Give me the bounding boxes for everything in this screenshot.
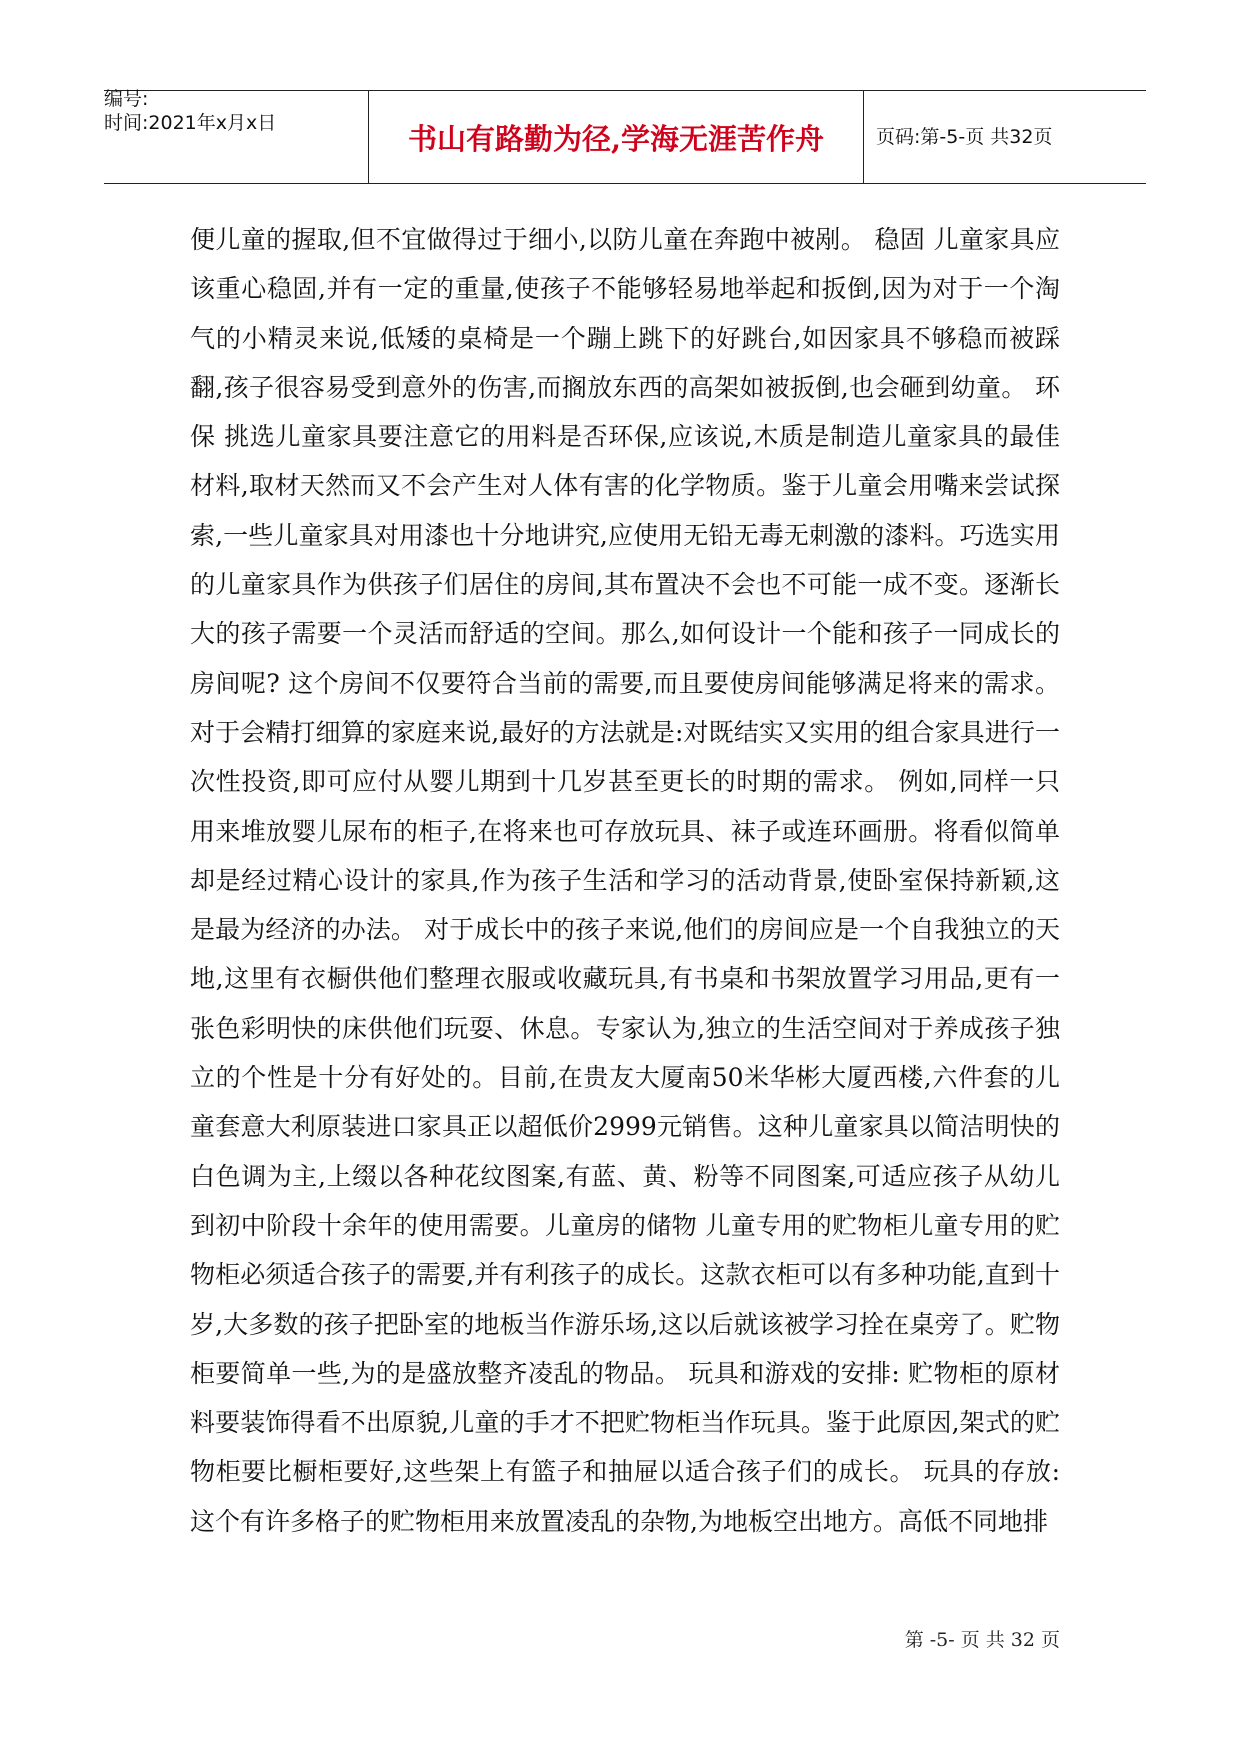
header-right-cell — [862, 91, 1146, 183]
document-number-label: 编号: — [104, 88, 149, 110]
page-footer: 第 -5- 页 共 32 页 — [904, 1629, 1060, 1651]
header-page-info: 页码:第-5-页 共32页 — [876, 126, 1053, 148]
header-motto: 书山有路勤为径,学海无涯苦作舟 — [407, 122, 825, 156]
document-body — [190, 215, 1060, 1546]
header-middle-cell — [368, 91, 864, 183]
header-left-cell — [104, 88, 368, 183]
page-header — [104, 90, 1146, 184]
body-paragraph: 便儿童的握取,但不宜做得过于细小,以防儿童在奔跑中被剐。 稳固 儿童家具应该重心稳固,并有一定的重量,使孩子不能够轻易地举起和扳倒,因为对于一个淘气的小精灵来说,低矮的桌椅是一个蹦上跳下的好跳台,如因家具不够稳而被踩翻,孩子很容易受到意外的伤害,而搁放东西的高架如被扳倒,也会砸到幼童。 环保 挑选儿童家具要注意它的用料是否环保,应该说,木质是制造儿童家具的最佳材料,取材天然而又不会产生对人体有害的化学物质。鉴于儿童会用嘴来尝试探索,一些儿童家具对用漆也十分地讲究,应使用无铅无毒无刺激的漆料。巧选实用的儿童家具作为供孩子们居住的房间,其布置决不会也不可能一成不变。逐渐长大的孩子需要一个灵活而舒适的空间。那么,如何设计一个能和孩子一同成长的房间呢? 这个房间不仅要符合当前的需要,而且要使房间能够满足将来的需求。对于会精打细算的家庭来说,最好的方法就是:对既结实又实用的组合家具进行一次性投资,即可应付从婴儿期到十几岁甚至更长的时期的需求。 例如,同样一只用来堆放婴儿尿布的柜子,在将来也可存放玩具、袜子或连环画册。将看似简单却是经过精心设计的家具,作为孩子生活和学习的活动背景,使卧室保持新颖,这是最为经济的办法。 对于成长中的孩子来说,他们的房间应是一个自我独立的天地,这里有衣橱供他们整理衣服或收藏玩具,有书桌和书架放置学习用品,更有一张色彩明快的床供他们玩耍、休息。专家认为,独立的生活空间对于养成孩子独立的个性是十分有好处的。目前,在贵友大厦南50米华彬大厦西楼,六件套的儿童套意大利原装进口家具正以超低价2999元销售。这种儿童家具以简洁明快的白色调为主,上缀以各种花纹图案,有蓝、黄、粉等不同图案,可适应孩子从幼儿到初中阶段十余年的使用需要。儿童房的储物 儿童专用的贮物柜儿童专用的贮物柜必须适合孩子的需要,并有利孩子的成长。这款衣柜可以有多种功能,直到十岁,大多数的孩子把卧室的地板当作游乐场,这以后就该被学习拴在桌旁了。贮物柜要简单一些,为的是盛放整齐凌乱的物品。 玩具和游戏的安排: 贮物柜的原材料要装饰得看不出原貌,儿童的手才不把贮物柜当作玩具。鉴于此原因,架式的贮物柜要比橱柜要好,这些架上有篮子和抽屉以适合孩子们的成长。 玩具的存放:这个有许多格子的贮物柜用来放置凌乱的杂物,为地板空出地方。高低不同地排 — [190, 225, 1060, 1536]
document-time-label: 时间:2021年x月x日 — [104, 112, 277, 134]
